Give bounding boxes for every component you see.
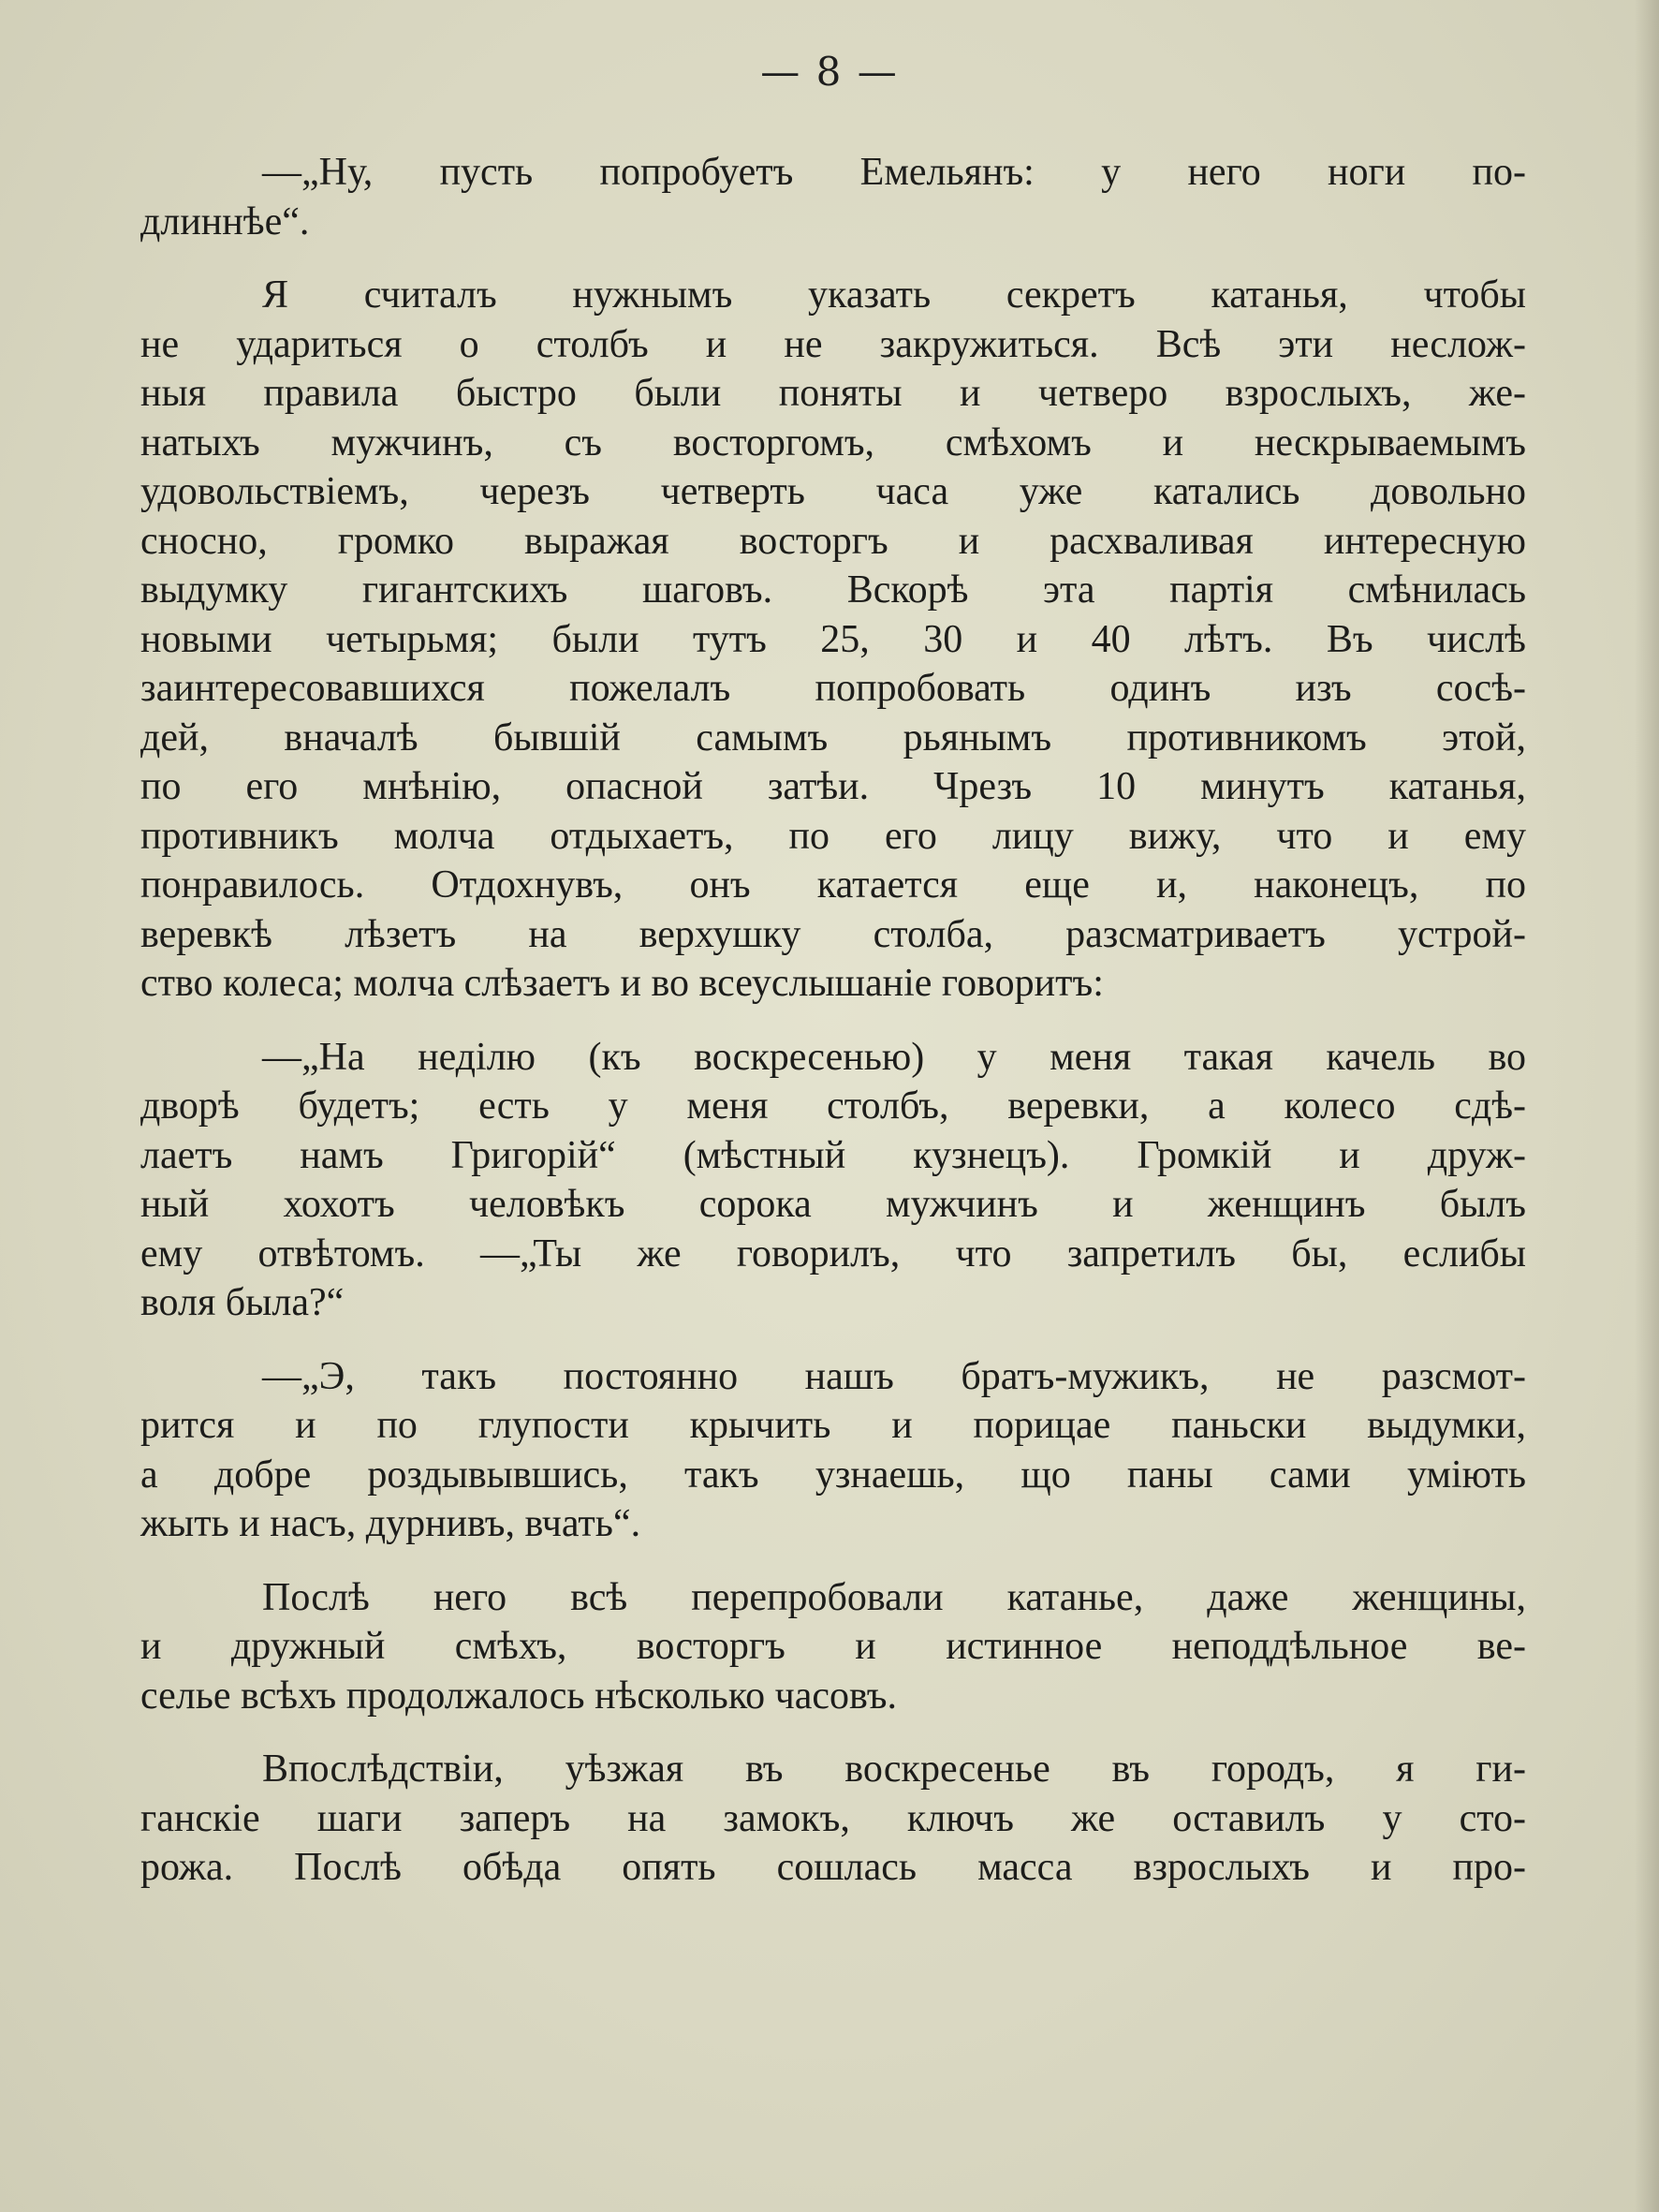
page-edge-shadow xyxy=(1635,0,1659,2212)
paragraph xyxy=(140,1745,1526,1893)
text-line: —„На неділю (къ воскресенью) у меня такая качель во xyxy=(262,1035,1526,1079)
text-line: не удариться о столбъ и не закружиться. Всѣ эти неслож- xyxy=(140,322,1526,366)
paragraph xyxy=(140,148,1526,246)
text-line: понравилось. Отдохнувъ, онъ катается еще и, наконецъ, по xyxy=(140,863,1526,907)
text-line: ный хохотъ человѣкъ сорока мужчинъ и женщинъ былъ xyxy=(140,1183,1526,1226)
text-line: и дружный смѣхъ, восторгъ и истинное неподдѣльное ве- xyxy=(140,1625,1526,1668)
text-line: дей, вначалѣ бывшій самымъ рьянымъ противникомъ этой, xyxy=(140,715,1526,759)
paragraph xyxy=(140,1033,1526,1328)
text-line: лаетъ намъ Григорій“ (мѣстный кузнецъ). Громкій и друж- xyxy=(140,1133,1526,1177)
text-line: веревкѣ лѣзетъ на верхушку столба, разсматриваетъ устрой- xyxy=(140,912,1526,956)
text-line: Впослѣдствіи, уѣзжая въ воскресенье въ городъ, я ги- xyxy=(262,1747,1526,1791)
text-line: выдумку гигантскихъ шаговъ. Вскорѣ эта партія смѣнилась xyxy=(140,568,1526,612)
text-line: дворѣ будетъ; есть у меня столбъ, веревки, а колесо сдѣ- xyxy=(140,1084,1526,1128)
text-line: сносно, громко выражая восторгъ и расхваливая интересную xyxy=(140,519,1526,563)
text-line: —„Ну, пусть попробуетъ Емельянъ: у него ноги по- xyxy=(262,151,1526,194)
text-line: натыхъ мужчинъ, съ восторгомъ, смѣхомъ и нескрываемымъ xyxy=(140,420,1526,465)
text-line: —„Э, такъ постоянно нашъ братъ-мужикъ, не разсмот- xyxy=(262,1354,1526,1398)
text-line: новыми четырьмя; были тутъ 25, 30 и 40 лѣтъ. Въ числѣ xyxy=(140,617,1526,661)
text-line: ганскіе шаги заперъ на замокъ, ключъ же оставилъ у сто- xyxy=(140,1796,1526,1840)
text-line: длиннѣе“. xyxy=(140,199,310,243)
text-line: по его мнѣнію, опасной затѣи. Чрезъ 10 минутъ катанья, xyxy=(140,765,1526,808)
text-line: селье всѣхъ продолжалось нѣсколько часовъ. xyxy=(140,1674,898,1718)
text-line: а добре роздывывшись, такъ узнаешь, що паны сами уміють xyxy=(140,1453,1526,1497)
text-line: Я считалъ нужнымъ указать секретъ катанья, чтобы xyxy=(262,273,1526,317)
body-text xyxy=(140,148,1526,1893)
text-line: ство колеса; молча слѣзаетъ и во всеуслышаніе говоритъ: xyxy=(140,962,1104,1005)
text-line: Послѣ него всѣ перепробовали катанье, даже женщины, xyxy=(262,1575,1526,1619)
text-line: заинтересовавшихся пожелалъ попробовать одинъ изъ сосѣ- xyxy=(140,667,1526,710)
paragraph xyxy=(140,271,1526,1009)
text-line: удовольствіемъ, черезъ четверть часа уже катались довольно xyxy=(140,470,1526,513)
paragraph xyxy=(140,1573,1526,1721)
text-line: воля была?“ xyxy=(140,1281,345,1324)
page-number: — 8 — xyxy=(760,49,899,95)
text-line: рожа. Послѣ обѣда опять сошлась масса взрослыхъ и про- xyxy=(140,1846,1526,1889)
text-line: рится и по глупости крычить и порицае паньски выдумки, xyxy=(140,1404,1526,1447)
paragraph xyxy=(140,1352,1526,1549)
text-line: ему отвѣтомъ. —„Ты же говорилъ, что запретилъ бы, еслибы xyxy=(140,1231,1526,1276)
text-line: ныя правила быстро были поняты и четверо взрослыхъ, же- xyxy=(140,372,1526,415)
text-line: противникъ молча отдыхаетъ, по его лицу вижу, что и ему xyxy=(140,814,1526,858)
text-line: жыть и насъ, дурнивъ, вчать“. xyxy=(140,1502,641,1545)
